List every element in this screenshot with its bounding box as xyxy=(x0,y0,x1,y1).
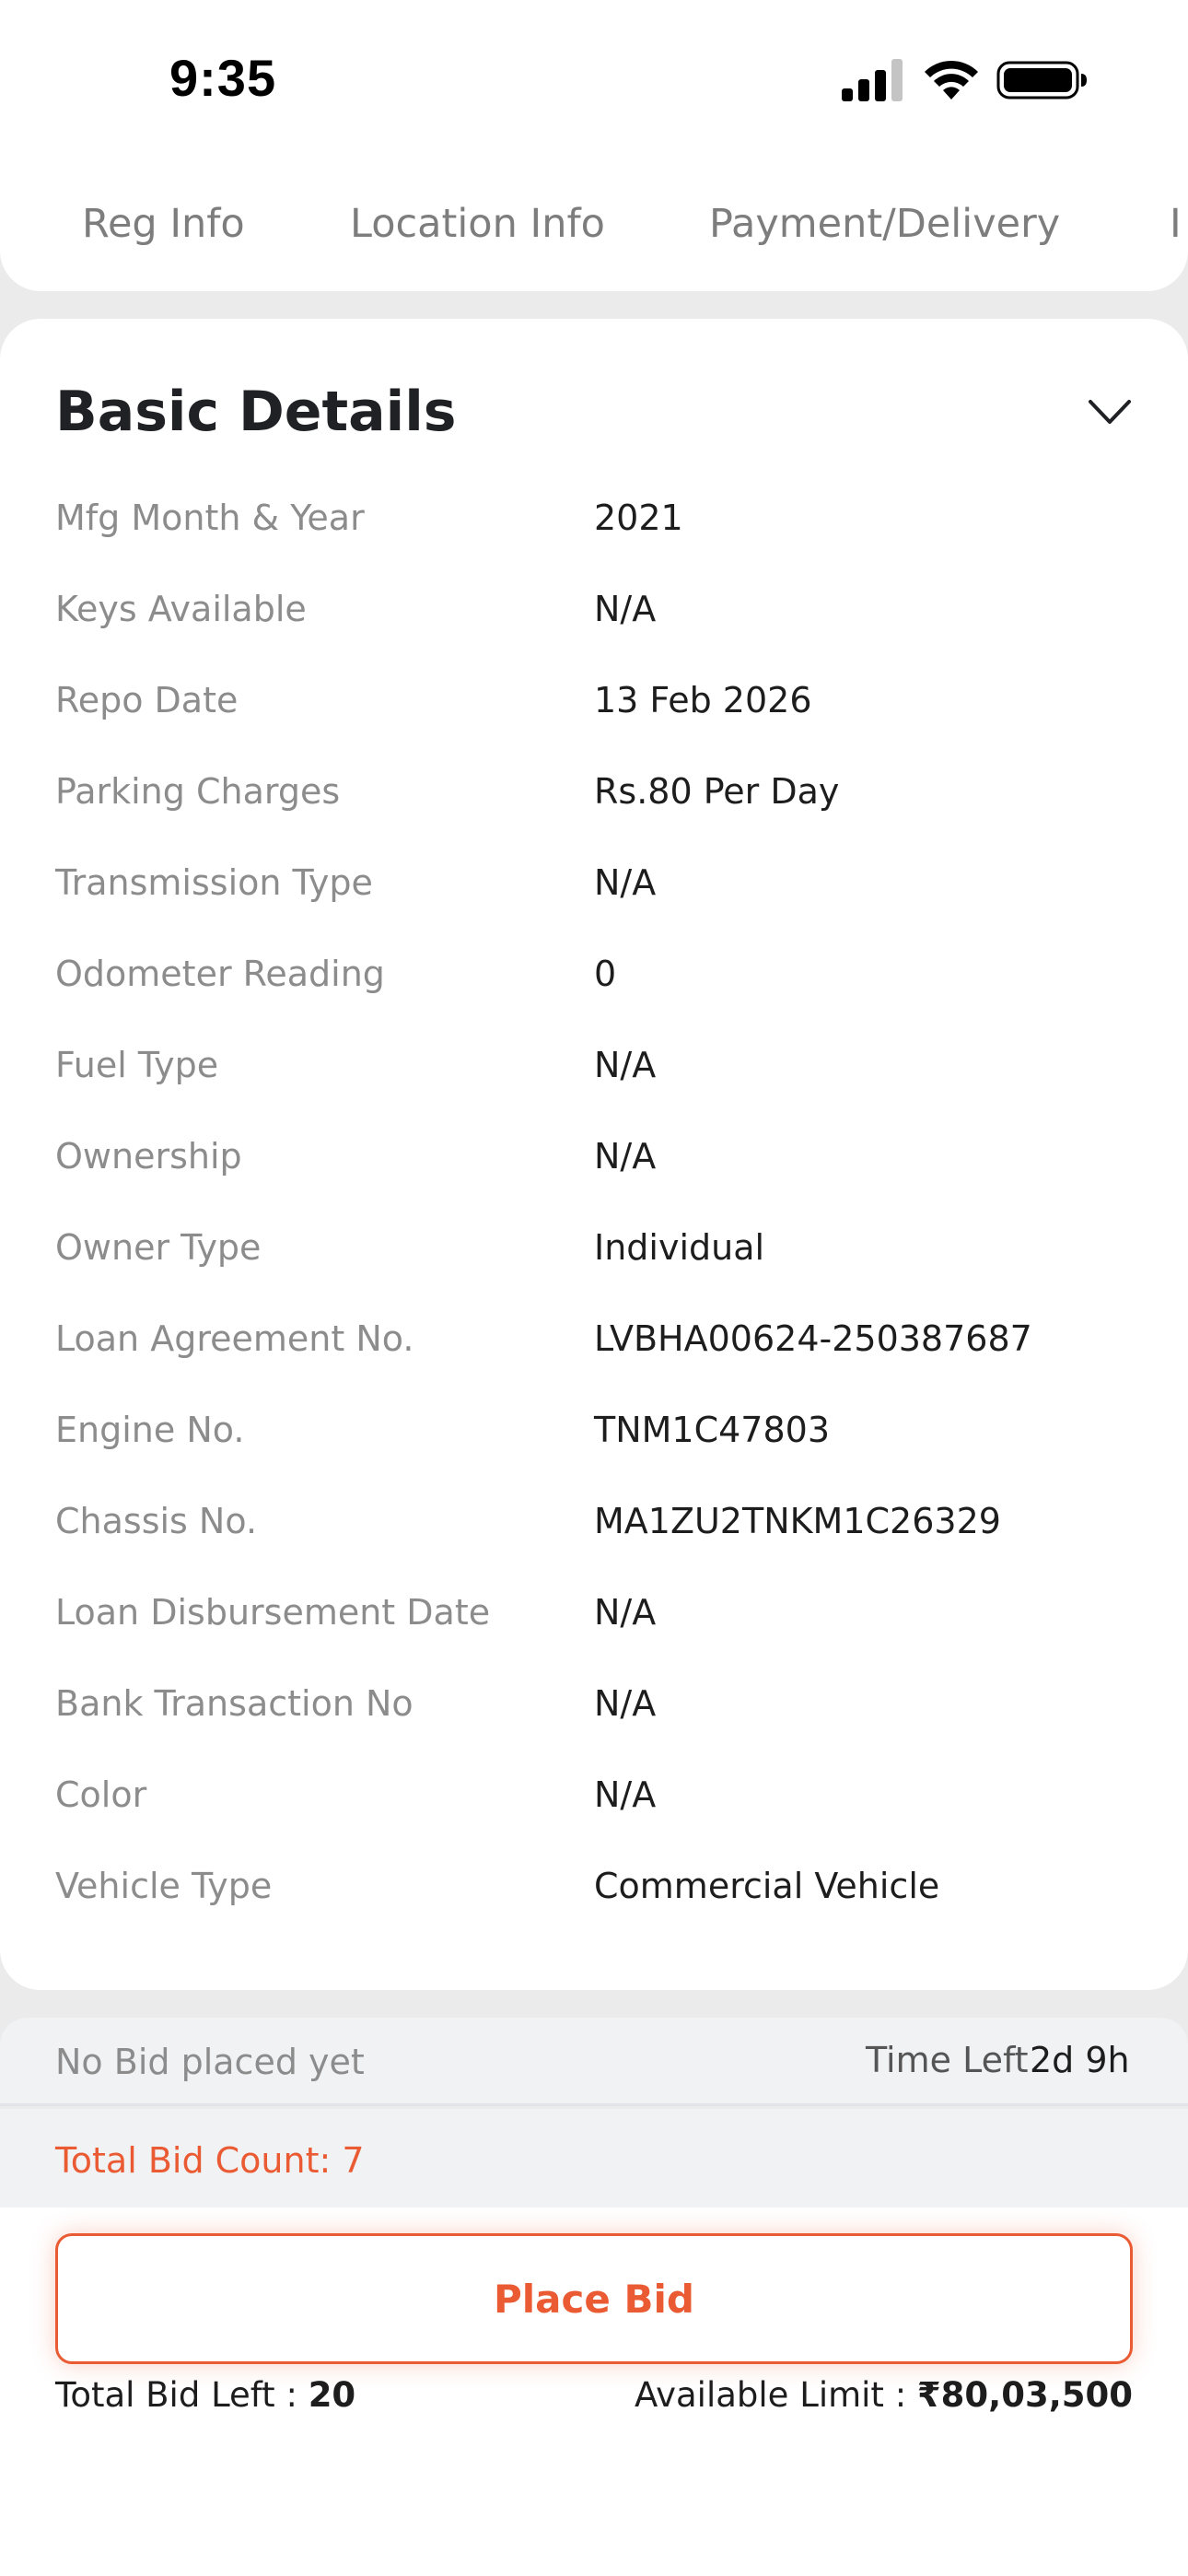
detail-value: Commercial Vehicle xyxy=(594,1866,940,1906)
time-left-label: Time Left xyxy=(866,2040,1029,2080)
total-bid-left xyxy=(55,2375,355,2415)
detail-label: Transmission Type xyxy=(55,862,373,903)
detail-label: Repo Date xyxy=(55,680,239,720)
detail-label: Loan Disbursement Date xyxy=(55,1592,491,1633)
detail-row-repo-date xyxy=(0,680,1188,771)
detail-value: 2021 xyxy=(594,498,683,538)
detail-row-odometer xyxy=(0,954,1188,1045)
place-bid-button[interactable]: Place Bid xyxy=(55,2233,1133,2364)
battery-icon xyxy=(996,57,1089,103)
detail-value: N/A xyxy=(594,1136,657,1177)
detail-label: Color xyxy=(55,1774,147,1815)
available-limit-label: Available Limit : xyxy=(634,2375,917,2415)
detail-label: Mfg Month & Year xyxy=(55,498,365,538)
detail-row-color xyxy=(0,1774,1188,1866)
detail-value: N/A xyxy=(594,1592,657,1633)
detail-row-owner-type xyxy=(0,1227,1188,1318)
detail-row-ownership xyxy=(0,1136,1188,1227)
status-time: 9:35 xyxy=(169,49,277,107)
section-title: Basic Details xyxy=(55,380,457,444)
basic-details-card xyxy=(0,319,1188,1990)
detail-label: Chassis No. xyxy=(55,1501,258,1541)
tab-reg-info[interactable]: Reg Info xyxy=(82,201,245,247)
detail-row-bank-txn xyxy=(0,1683,1188,1774)
detail-label: Bank Transaction No xyxy=(55,1683,413,1724)
detail-value: 0 xyxy=(594,954,617,994)
available-limit-value: ₹80,03,500 xyxy=(916,2375,1133,2415)
total-bid-left-value: 20 xyxy=(308,2375,356,2415)
detail-label: Fuel Type xyxy=(55,1045,219,1085)
detail-value: N/A xyxy=(594,862,657,903)
wifi-icon xyxy=(923,57,980,103)
detail-row-engine xyxy=(0,1410,1188,1501)
detail-value: Individual xyxy=(594,1227,765,1268)
tab-location-info[interactable]: Location Info xyxy=(350,201,605,247)
detail-value: TNM1C47803 xyxy=(594,1410,831,1450)
detail-row-transmission xyxy=(0,862,1188,954)
bid-count-bar xyxy=(0,2109,1188,2207)
detail-label: Parking Charges xyxy=(55,771,341,812)
tab-payment-delivery[interactable]: Payment/Delivery xyxy=(709,201,1061,247)
detail-row-keys xyxy=(0,589,1188,680)
detail-label: Engine No. xyxy=(55,1410,245,1450)
status-bar xyxy=(0,0,1188,162)
tab-next-partial[interactable]: I xyxy=(1170,201,1182,247)
detail-value: MA1ZU2TNKM1C26329 xyxy=(594,1501,1001,1541)
detail-row-vehicle-type xyxy=(0,1866,1188,1957)
detail-value: N/A xyxy=(594,1045,657,1085)
time-left-value: 2d 9h xyxy=(1030,2040,1130,2080)
available-limit xyxy=(635,2375,1133,2415)
detail-label: Loan Agreement No. xyxy=(55,1318,414,1359)
total-bid-count: Total Bid Count: 7 xyxy=(55,2140,365,2181)
bid-status-bar xyxy=(0,2018,1188,2106)
bid-status-text: No Bid placed yet xyxy=(55,2042,365,2082)
detail-row-fuel xyxy=(0,1045,1188,1136)
detail-label: Vehicle Type xyxy=(55,1866,273,1906)
detail-row-disbursement xyxy=(0,1592,1188,1683)
chevron-down-icon[interactable] xyxy=(1087,396,1133,427)
detail-value: N/A xyxy=(594,1683,657,1724)
detail-row-loan-agreement xyxy=(0,1318,1188,1410)
total-bid-left-label: Total Bid Left : xyxy=(55,2375,309,2415)
detail-label: Ownership xyxy=(55,1136,242,1177)
detail-label: Owner Type xyxy=(55,1227,262,1268)
detail-label: Keys Available xyxy=(55,589,307,629)
detail-value: 13 Feb 2026 xyxy=(594,680,812,720)
bid-footer xyxy=(0,2207,1188,2576)
detail-value: LVBHA00624-250387687 xyxy=(594,1318,1032,1359)
detail-row-mfg xyxy=(0,498,1188,589)
detail-value: Rs.80 Per Day xyxy=(594,771,840,812)
signal-icon xyxy=(840,57,904,103)
detail-row-chassis xyxy=(0,1501,1188,1592)
detail-value: N/A xyxy=(594,1774,657,1815)
detail-row-parking xyxy=(0,771,1188,862)
tab-bar xyxy=(0,162,1188,291)
detail-label: Odometer Reading xyxy=(55,954,385,994)
detail-value: N/A xyxy=(594,589,657,629)
